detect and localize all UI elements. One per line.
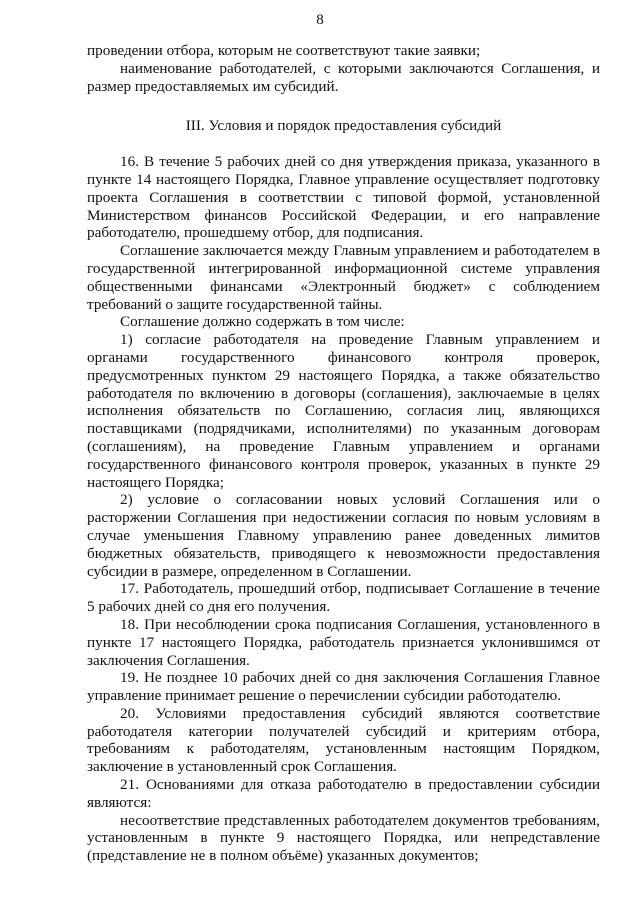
paragraph: 19. Не позднее 10 рабочих дней со дня заключения Соглашения Главное управление принимает решение о перечислении субсидии работодателю. <box>87 669 600 705</box>
paragraph: Соглашение должно содержать в том числе: <box>120 313 405 331</box>
section-heading: III. Условия и порядок предоставления субсидий <box>185 117 502 135</box>
paragraph: наименование работодателей, с которыми заключаются Соглашения, и размер предоставляемых им субсидий. <box>87 59 600 95</box>
paragraph: 2) условие о согласовании новых условий Соглашения или о расторжении Соглашения при недостижении согласия по новым условиям в случае уменьшения Главному управлению ранее доведенных лимитов бюджетных обязательств, приводящего к невозможности предоставления субсидии в размере, определенном в Соглашении. <box>87 491 600 580</box>
paragraph: проведении отбора, которым не соответствуют такие заявки; <box>87 42 481 59</box>
paragraph: несоответствие представленных работодателем документов требованиям, установленным в пункте 9 настоящего Порядка, или непредставление (представление не в полном объёме) указанных документов; <box>87 811 600 865</box>
paragraph: 17. Работодатель, прошедший отбор, подписывает Соглашение в течение 5 рабочих дней со дня его получения. <box>87 580 600 616</box>
paragraph: 20. Условиями предоставления субсидий являются соответствие работодателя категории получателей субсидий и критериям отбора, требованиям к работодателям, установленным настоящим Порядком, заключение в установленный срок Соглашения. <box>87 704 600 776</box>
document-body <box>87 42 600 865</box>
page-number: 8 <box>316 12 324 28</box>
paragraph: Соглашение заключается между Главным управлением и работодателем в государственной интегрированной информационной системе управления общественными финансами «Электронный бюджет» с соблюдением требований о защите государственной тайны. <box>87 242 600 313</box>
paragraph: 16. В течение 5 рабочих дней со дня утверждения приказа, указанного в пункте 14 настоящего Порядка, Главное управление осуществляет подготовку проекта Соглашения в соответствии с типовой формой, установленной Министерством финансов Российской Федерации, и его направление работодателю, прошедшему отбор, для подписания. <box>87 153 600 242</box>
paragraph: 18. При несоблюдении срока подписания Соглашения, установленного в пункте 17 настоящего Порядка, работодатель признается уклонившимся от заключения Соглашения. <box>87 615 600 669</box>
paragraph: 1) согласие работодателя на проведение Главным управлением и органами государственного финансового контроля проверок, предусмотренных пунктом 29 настоящего Порядка, а также обязательство работодателя по включению в договоры (соглашения), заключаемые в целях исполнения обязательств по Соглашению, согласия лиц, являющихся поставщиками (подрядчиками, исполнителями) по указанным договорам (соглашениям), на проведение Главным управлением и органами государственного финансового контроля проверок, указанных в пункте 29 настоящего Порядка; <box>87 331 600 491</box>
paragraph: 21. Основаниями для отказа работодателю в предоставлении субсидии являются: <box>87 776 600 811</box>
